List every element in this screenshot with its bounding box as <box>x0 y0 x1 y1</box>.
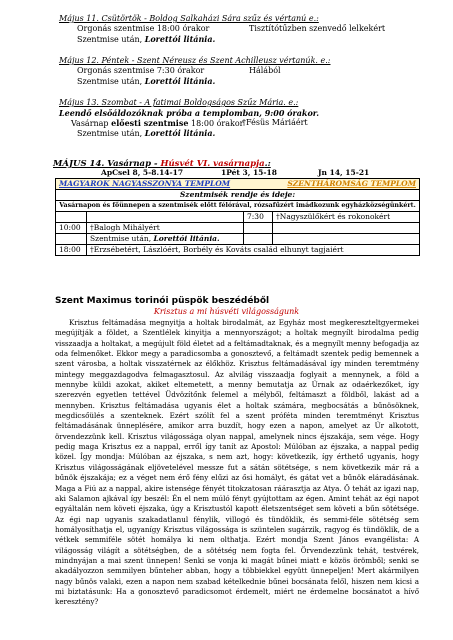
table-row <box>56 223 420 234</box>
mass-time: 18:00 órakor <box>188 119 244 128</box>
table-header-row <box>56 179 420 190</box>
reading-first: ApCsel 8, 5-8.14-17 <box>101 168 184 177</box>
mass-intention: Hálából <box>249 66 281 75</box>
time-left: 10:00 <box>56 223 87 234</box>
article-subtitle: Krisztus a mi húsvéti világosságunk <box>153 307 300 316</box>
mass-time: Orgonás szentmise 7:30 órakor <box>77 66 205 75</box>
litany-line <box>59 76 419 86</box>
table-row <box>56 234 420 245</box>
time-left: 18:00 <box>56 245 87 256</box>
table-row <box>56 245 420 256</box>
order-title: Szentmisék rendje és ideje: <box>56 190 420 201</box>
day-entry-may-12 <box>59 56 419 86</box>
reading-gospel: Jn 14, 15-21 <box>318 168 370 177</box>
litany-prefix: Szentmise után, <box>77 35 145 44</box>
mass-prefix: Vasárnap <box>71 119 112 128</box>
intention-left: †Erzsébetért, Lászlóért, Borbély és Kováts család elhunyt tagjaiért <box>87 245 420 256</box>
time-right <box>244 234 273 245</box>
litany-line <box>59 34 419 44</box>
intention-left <box>87 212 244 223</box>
intention-right <box>273 234 420 245</box>
mass-line <box>59 66 419 76</box>
mass-time: Orgonás szentmise 18:00 órakor <box>77 24 210 33</box>
sunday-date: MÁJUS 14. Vasárnap - <box>53 159 161 169</box>
intention-left <box>87 234 244 245</box>
mass-intention: †Fésüs Máriáért <box>242 118 308 127</box>
day-title: Május 12. Péntek - Szent Néreusz és Szent Achilleusz vértanúk. e.: <box>59 56 331 65</box>
time-left <box>56 212 87 223</box>
mass-line <box>59 24 419 34</box>
intention-left: †Balogh Mihályért <box>87 223 244 234</box>
litany-prefix: Szentmise után, <box>77 129 145 138</box>
litany-line <box>59 128 419 138</box>
sunday-title-end: .: <box>264 159 271 169</box>
day-entry-may-11 <box>59 14 419 44</box>
intention-right <box>273 223 420 234</box>
church-right-title: SZENTHÁROMSÁG TEMPLOM <box>287 179 416 188</box>
litany-name: Lorettói litánia. <box>144 34 216 44</box>
sunday-feast: Húsvét VI. vasárnapja <box>160 159 265 169</box>
article-title: Szent Maximus torinói püspök beszédéből <box>55 296 270 306</box>
litany-name: Lorettói litánia. <box>144 76 216 86</box>
time-right: 7:30 <box>244 212 273 223</box>
intention-right: †Nagyszülőkért és rokonokért <box>273 212 420 223</box>
table-row <box>56 212 420 223</box>
time-left <box>56 234 87 245</box>
time-right <box>244 223 273 234</box>
table-note-row <box>56 201 420 212</box>
order-note: Vasárnapon és főünnepen a szentmisék előtt félórával, rózsafűzért imádkozunk egyházközségünkért. <box>56 201 420 212</box>
day-entry-may-13 <box>59 98 419 138</box>
mass-type: előesti szentmise <box>111 118 189 128</box>
litany-prefix: Szentmise után, <box>77 77 145 86</box>
litany-name: Lorettói litánia. <box>153 234 220 243</box>
table-order-row <box>56 190 420 201</box>
church-left-title: MAGYAROK NAGYASSZONYA TEMPLOM <box>59 179 231 188</box>
article-body: Krisztus feltámadása megnyitja a holtak birodalmát, az Egyház most megkereszteltgyermekei megújítják a földet, a Szentlélek kinyitja a mennyországot; a holtak megnyílt birodalma pedig visszaadja a holtakat, a megújult föld életet ad a feltámadtaknak, és a megnyílt menny befogadja az oda felmenőket. Ekkor megy a paradicsomba a gonosztevő, a feltámadt szentek pedig bemennek a szent városba, a holtak visszatérnek az élőkhöz. Krisztus feltámadásával így minden teremtmény mintegy meggazdagodva felmagasztosul. Az alvilág visszaadja foglyait a mennynek, a föld a mennybe küldi azokat, akiket eltemetett, a menny bemutatja az Úrnak az odaérkezőket, így szerezvén egyetlen tettével Üdvözítőnk felemel a mélyből, feltámaszt a földből, lakást ad a mennyben. Krisztus feltámadása ugyanis élet a holtak számára, megbocsátás a bűnösöknek, megdicsőülés a szenteknek. Ezért szólít fel a szent próféta minden teremtményt Krisztus feltámadásának ünneplésére, amikor arra buzdít, hogy ezen a napon, amelyet az Úr alkotott, örvendezzünk kell. Krisztus világossága olyan nappal, amelynek nincs éjszakája, sem vége. Hogy pedig maga Krisztus ez a nappal, erről így tanít az Apostol: Múlóban az éjszaka, a nappal pedig közel. Így mondja: Múlóban az éjszaka, s nem azt, hogy: következik, így érthető ugyanis, hogy Krisztus világosságának eljövetelével messze fut a sátán sötétsége, s nem következik már rá a bűnök éjszakája; ez a véget nem érő fény elűzi az ősi homályt, és gátat vet a bűnök eláradásának. Maga a Fiú az a nappal, akire istensége fényét titokzatosan ráárasztja az Atya. Ő tehát az igazi nap, aki Salamon ajkával így beszél: Én el nem múló fényt gyújtottam az égen. Amint tehát az égi napot egyáltalán nem követi éjszaka, úgy a Krisztustól kapott életszentséget sem követi a bűn sötétsége. Az égi nap ugyanis szakadatlanul fénylik, villogó és tündöklik, és semmi-féle sötétség sem homályosíthatja el, ugyanígy Krisztus világossága is szüntelen sugárzik, ragyog és tündöklik, de a vétkek semmiféle sötét homálya ki nem olthatja. Ezért mondja Szent János evangélista: A világosság világít a sötétségben, de a sötétség nem fogta fel. Örvendezzünk tehát, testvérek, mindnyájan a mai szent ünnepen! Senki se vonja ki magát bűnei miatt e közös örömből; senki se akadályozzon semmilyen bűnteher abban, hogy a többiekkel együtt ünnepeljen! Mert akármilyen nagy bűnös valaki, ezen a napon nem szabad kételkednie bűnei bocsánata felől, hiszen nem kicsi a mi biztatásunk: Ha a gonosztevő paradicsomot érdemelt, miért ne érdemelne bocsánatot a hívő keresztény? <box>55 318 419 607</box>
mass-intention: Tisztítótűzben szenvedő lelkekért <box>249 24 386 33</box>
rehearsal-notice: Leendő elsőáldozóknak próba a templomban, 9:00 órakor. <box>59 108 320 118</box>
mass-line <box>59 118 419 128</box>
mass-schedule-table <box>55 178 420 256</box>
litany-name: Lorettói litánia. <box>144 128 216 138</box>
reading-second: 1Pét 3, 15-18 <box>221 168 277 177</box>
day-title: Május 11. Csütörtök - Boldog Salkaházi Sára szűz és vértanú e.: <box>59 14 319 23</box>
day-title: Május 13. Szombat - A fatimai Boldogságos Szűz Mária. e.: <box>59 98 299 107</box>
litany-prefix: Szentmise után, <box>90 234 154 243</box>
notice-line <box>59 108 419 118</box>
